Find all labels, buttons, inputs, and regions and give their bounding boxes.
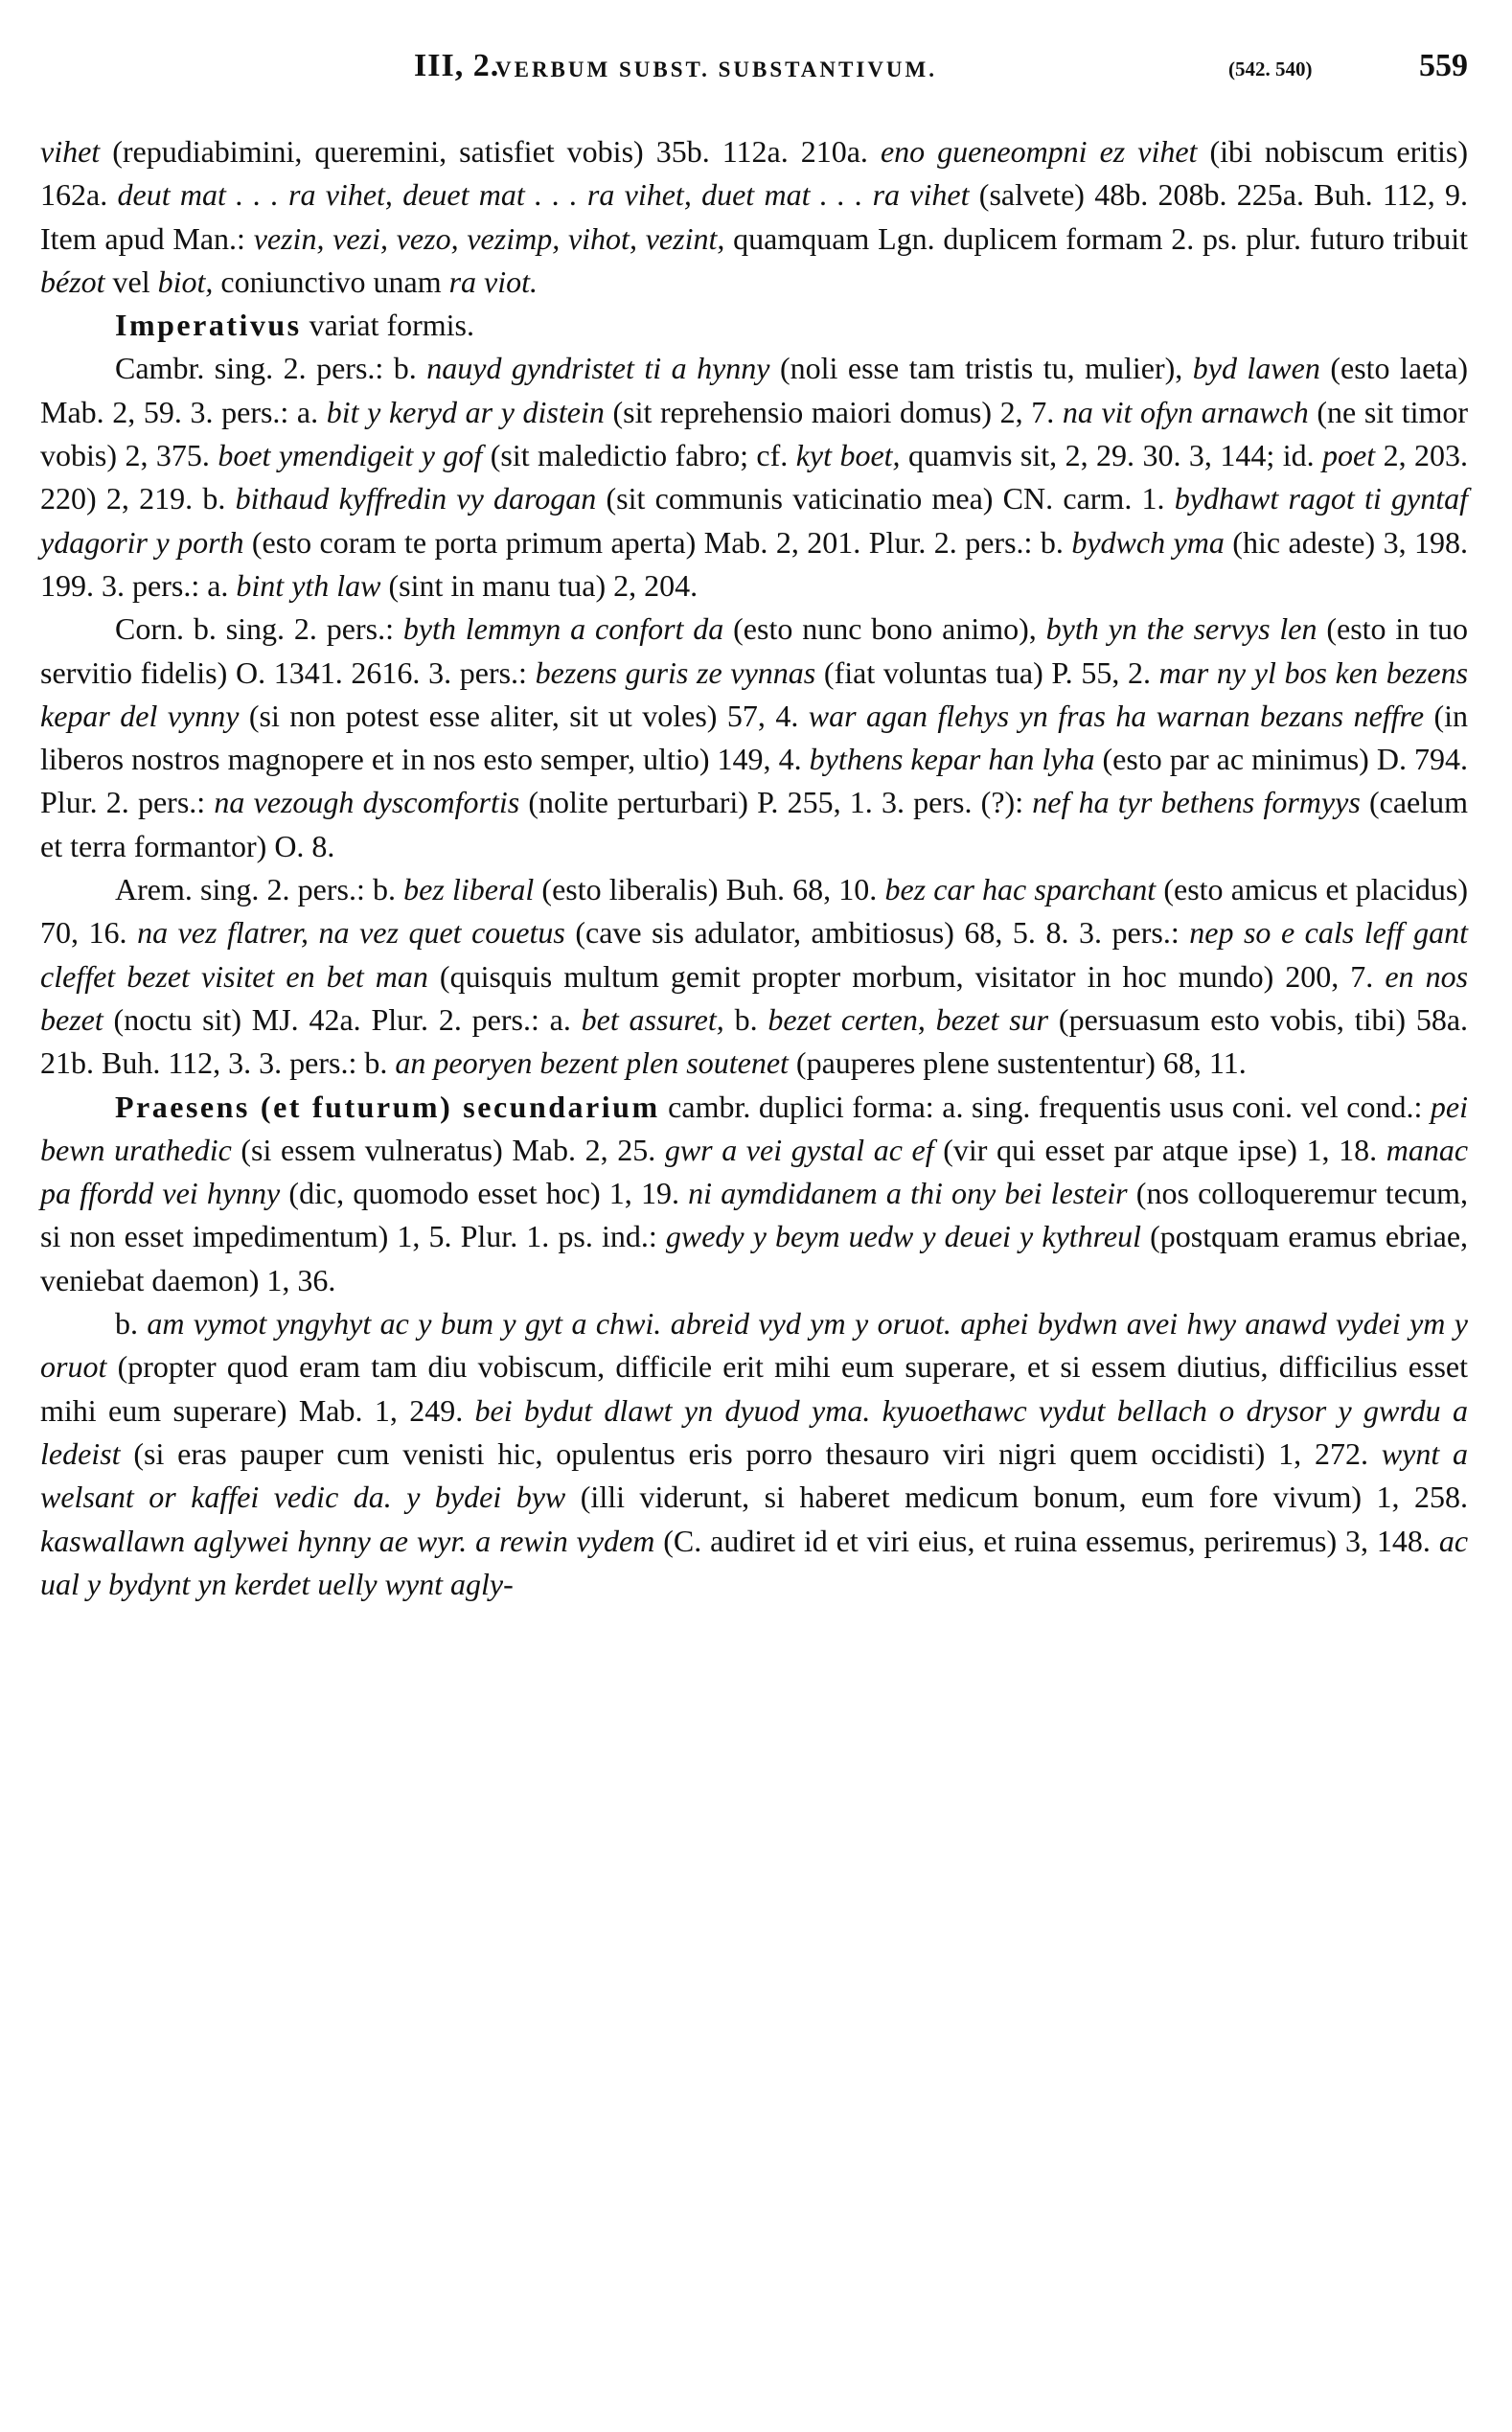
latin-text: (nolite perturbari) P. 255, 1. 3. pers. (?):: [519, 785, 1033, 820]
welsh-citation: eno gueneompni ez vihet: [880, 134, 1198, 169]
welsh-citation: vezin, vezi, vezo, vezimp, vihot, vezint,: [253, 220, 725, 256]
welsh-citation: na vezough dyscomfortis: [214, 785, 520, 820]
welsh-citation: bez liberal: [403, 872, 535, 907]
welsh-citation: byth yn the servys len: [1045, 611, 1317, 647]
latin-text: (pauperes plene sustententur) 68, 11.: [788, 1045, 1247, 1081]
latin-text: (esto in tuo servitio fidelis) O. 1341. 2616. 3. pers.:: [40, 611, 1469, 690]
welsh-citation: manac pa ffordd vei hynny: [40, 1132, 1469, 1211]
latin-text: (fiat voluntas tua) P. 55, 2.: [815, 654, 1159, 690]
latin-text: (vir qui esset par atque ipse) 1, 18.: [933, 1132, 1386, 1167]
running-head: [40, 46, 1468, 107]
latin-text: (esto coram te porta primum aperta) Mab. 2, 201. Plur. 2. pers.: b.: [243, 524, 1072, 560]
welsh-citation: kaswallawn aglywei hynny ae wyr. a rewin vydem: [40, 1523, 655, 1558]
welsh-citation: an peoryen bezent plen soutenet: [395, 1045, 789, 1081]
latin-text: (propter quod eram tam diu vobiscum, difficile erit mihi eum superare, et si essem diutius, difficilius esset mihi eum superare) Mab. 1, 249.: [40, 1349, 1468, 1428]
latin-text: (repudiabimini, queremini, satisfiet vobis) 35b. 112a. 210a.: [100, 134, 881, 169]
latin-text: (cave sis adulator, ambitiosus) 68, 5. 8. 3. pers.:: [564, 915, 1190, 951]
latin-text: variat formis.: [301, 308, 474, 343]
welsh-citation: bez car hac sparchant: [884, 872, 1157, 907]
latin-text: quamquam Lgn. duplicem formam 2. ps. plur. futuro tribuit: [724, 220, 1469, 256]
latin-text: (salvete) 48b. 208b. 225a. Buh. 112, 9. Item apud Man.:: [40, 177, 1468, 256]
latin-text: Corn. b. sing. 2. pers.:: [115, 611, 403, 647]
latin-text: (hic adeste) 3, 198. 199. 3. pers.: a.: [40, 524, 1469, 603]
latin-text: (illi viderunt, si haberet medicum bonum, eum fore vivum) 1, 258.: [565, 1480, 1469, 1515]
welsh-citation: nef ha tyr bethens formyys: [1032, 785, 1361, 820]
welsh-citation: na vez flatrer, na vez quet couetus: [137, 915, 565, 951]
welsh-citation: gwedy y beym uedw y deuei y kythreul: [665, 1219, 1142, 1254]
paragraph-cambrian-imperative: [40, 347, 1468, 608]
welsh-citation: ni aymdidanem a thi ony bei lesteir: [688, 1176, 1128, 1211]
welsh-citation: ra viot.: [448, 264, 538, 299]
welsh-citation: ac ual y bydynt yn kerdet uelly wynt agly-: [40, 1523, 1469, 1601]
welsh-citation: na vit ofyn arnawch: [1062, 394, 1309, 429]
welsh-citation: bithaud kyffredin vy darogan: [235, 481, 597, 516]
welsh-citation: bit y keryd ar y distein: [326, 394, 605, 429]
welsh-citation: bet assuret,: [581, 1001, 724, 1037]
welsh-citation: war agan flehys yn fras ha warnan bezans neffre: [808, 698, 1425, 733]
running-title: VERBUM SUBST. SUBSTANTIVUM.: [495, 57, 937, 81]
latin-text: (esto amicus et placidus) 70, 16.: [40, 872, 1469, 951]
latin-text: coniunctivo unam: [213, 264, 449, 299]
latin-text: b.: [115, 1306, 148, 1342]
welsh-citation: bint yth law: [236, 567, 381, 603]
paragraph-future-continued: [40, 130, 1468, 304]
latin-text: (ne sit timor vobis) 2, 375.: [40, 394, 1469, 473]
body-text: [40, 130, 1468, 1606]
welsh-citation: vihet: [40, 134, 101, 169]
welsh-citation: poet: [1322, 438, 1376, 473]
welsh-citation: en nos bezet: [40, 958, 1469, 1037]
latin-text: (noli esse tam tristis tu, mulier),: [769, 351, 1193, 386]
latin-text: (sit maledictio fabro; cf.: [482, 438, 796, 473]
welsh-citation: am vymot yngyhyt ac y bum y gyt a chwi. abreid vyd ym y oruot. aphei bydwn avei hwy anawd vydei ym y oruot: [40, 1306, 1469, 1385]
welsh-citation: pei bewn urathedic: [40, 1089, 1469, 1167]
welsh-citation: gwr a vei gystal ac ef: [664, 1132, 934, 1167]
latin-text: (esto laeta) Mab. 2, 59. 3. pers.: a.: [40, 351, 1469, 429]
latin-text: (esto par ac minimus) D. 794. Plur. 2. pers.:: [40, 742, 1469, 820]
welsh-citation: deut mat . . . ra vihet, deuet mat . . . ra vihet, duet mat . . . ra vihet: [117, 177, 970, 213]
latin-text: Arem. sing. 2. pers.: b.: [115, 872, 404, 907]
welsh-citation: bydwch yma: [1071, 524, 1225, 560]
latin-text: cambr. duplici forma: a. sing. frequentis usus coni. vel cond.:: [659, 1089, 1431, 1124]
page-number: 559: [1419, 48, 1468, 83]
welsh-citation: wynt a welsant or kaffei vedic da. y bydei byw: [40, 1435, 1469, 1515]
welsh-citation: bydhawt ragot ti gyntaf ydagorir y porth: [40, 481, 1469, 560]
paragraph-cornish-imperative: [40, 608, 1468, 868]
paragraph-armorican-imperative: [40, 868, 1468, 1085]
spaced-heading: Imperativus: [115, 308, 302, 343]
welsh-citation: bezet certen, bezet sur: [767, 1001, 1049, 1037]
latin-text: (noctu sit) MJ. 42a. Plur. 2. pers.: a.: [103, 1001, 582, 1037]
welsh-citation: byth lemmyn a confort da: [402, 611, 724, 647]
latin-text: (C. audiret id et viri eius, et ruina essemus, periremus) 3, 148.: [654, 1523, 1439, 1558]
paragraph-form-b: [40, 1302, 1468, 1606]
welsh-citation: bei bydut dlawt yn dyuod yma. kyuoethawc vydut bellach o drysor y gwrdu a ledeist: [40, 1392, 1469, 1471]
latin-text: (sint in manu tua) 2, 204.: [380, 567, 699, 603]
latin-text: (quisquis multum gemit propter morbum, visitator in hoc mundo) 200, 7.: [427, 958, 1386, 994]
welsh-citation: bézot: [40, 264, 105, 299]
latin-text: 2, 203. 220) 2, 219. b.: [40, 438, 1469, 516]
welsh-citation: mar ny yl bos ken bezens kepar del vynny: [40, 654, 1469, 733]
welsh-citation: kyt boet,: [795, 438, 901, 473]
latin-text: (postquam eramus ebriae, veniebat daemon) 1, 36.: [40, 1219, 1469, 1297]
latin-text: (si eras pauper cum venisti hic, opulentus eris porro thesauro viri nigri quem occidisti) 1, 272.: [120, 1435, 1382, 1471]
paragraph-secondary-present: [40, 1086, 1468, 1302]
page: [40, 46, 1468, 2403]
latin-text: (sit communis vaticinatio mea) CN. carm. 1.: [596, 481, 1175, 516]
welsh-citation: bezens guris ze vynnas: [535, 654, 816, 690]
spaced-heading: Praesens (et futurum) secundarium: [115, 1089, 660, 1124]
latin-text: (esto liberalis) Buh. 68, 10.: [534, 872, 885, 907]
latin-text: b.: [723, 1001, 768, 1037]
welsh-citation: nep so e cals leff gant cleffet bezet visitet en bet man: [40, 915, 1469, 994]
latin-text: (persuasum esto vobis, tibi) 58a. 21b. Buh. 112, 3. 3. pers.: b.: [40, 1001, 1469, 1081]
latin-text: (esto nunc bono animo),: [723, 611, 1046, 647]
latin-text: (si non potest esse aliter, sit ut voles) 57, 4.: [239, 698, 809, 733]
latin-text: quamvis sit, 2, 29. 30. 3, 144; id.: [900, 438, 1323, 473]
section-reference: (542. 540): [1228, 57, 1313, 80]
latin-text: (ibi nobiscum eritis) 162a.: [40, 134, 1469, 213]
welsh-citation: bythens kepar han lyha: [809, 742, 1095, 777]
latin-text: vel: [104, 264, 158, 299]
welsh-citation: byd lawen: [1192, 351, 1320, 386]
welsh-citation: biot,: [157, 264, 214, 299]
welsh-citation: nauyd gyndristet ti a hynny: [426, 351, 770, 386]
latin-text: (sit reprehensio maiori domus) 2, 7.: [604, 394, 1063, 429]
latin-text: (caelum et terra formantor) O. 8.: [40, 785, 1469, 863]
section-number: III, 2.: [414, 48, 500, 83]
paragraph-imperative-heading: [40, 304, 1468, 347]
latin-text: (dic, quomodo esset hoc) 1, 19.: [280, 1176, 689, 1211]
latin-text: (in liberos nostros magnopere et in nos esto semper, ultio) 149, 4.: [40, 698, 1469, 777]
welsh-citation: boet ymendigeit y gof: [218, 438, 483, 473]
latin-text: (si essem vulneratus) Mab. 2, 25.: [231, 1132, 665, 1167]
latin-text: (nos colloqueremur tecum, si non esset impedimentum) 1, 5. Plur. 1. ps. ind.:: [40, 1176, 1469, 1254]
latin-text: Cambr. sing. 2. pers.: b.: [115, 351, 427, 386]
